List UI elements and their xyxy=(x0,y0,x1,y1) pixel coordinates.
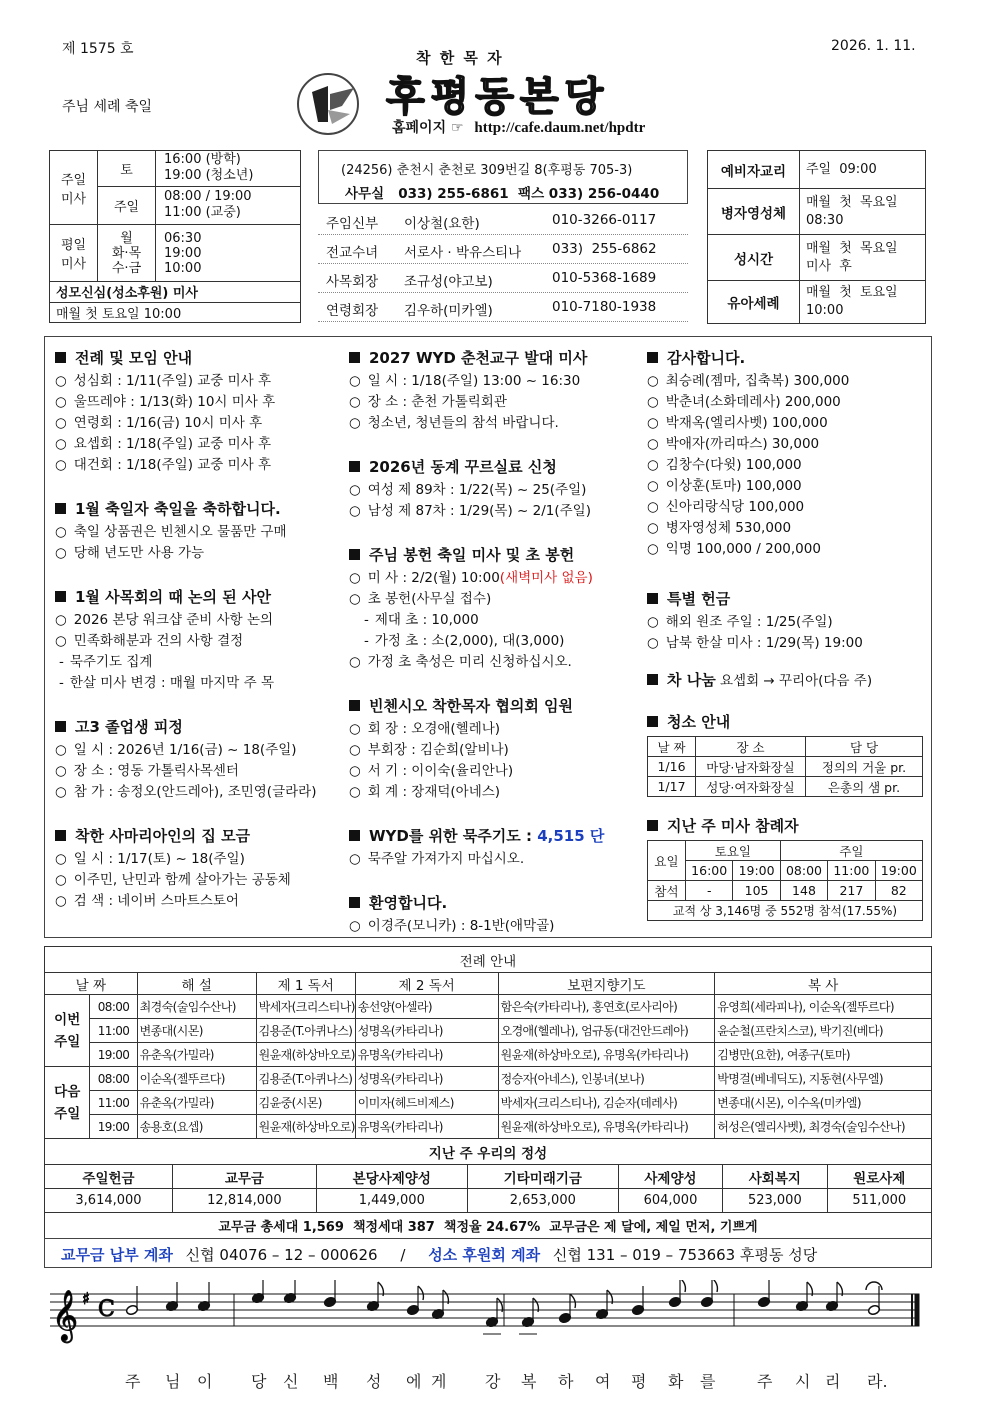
liturgy-time: 11:00 xyxy=(90,1091,137,1115)
notice-item-text: 장 소 : 영동 가톨릭사목센터 xyxy=(73,763,239,779)
issue-number: 제 1575 호 xyxy=(62,41,134,57)
note-flag xyxy=(418,1286,423,1300)
offering-value: 2,653,000 xyxy=(467,1189,618,1213)
thanks-item: ○ 박애자(까리따스) 30,000 xyxy=(647,434,927,455)
sacrament-value: 매월 첫 목요일 08:30 xyxy=(800,189,926,235)
offering-header: 사제양성 xyxy=(618,1165,722,1189)
lyric-syllable: 화 xyxy=(668,1372,684,1390)
notice-item-text: 일 시 : 2026년 1/16(금) ~ 18(주일) xyxy=(73,742,297,758)
special-offering-title: 특별 헌금 xyxy=(667,590,731,608)
notice-item-text: 여성 제 89차 : 1/22(목) ~ 25(주일) xyxy=(367,482,587,498)
notice-item-text: 미 사 : 2/2(월) 10:00 xyxy=(367,570,500,586)
homepage-url[interactable]: http://cafe.daum.net/hpdtr xyxy=(474,120,646,136)
notice-item xyxy=(55,631,340,652)
notice-title: 착한 사마리아인의 집 모금 xyxy=(75,827,251,845)
lyric-syllable: 주 xyxy=(757,1372,773,1390)
notice-section xyxy=(55,825,340,912)
sunday-times: 08:00 / 19:00 11:00 (교중) xyxy=(156,186,301,225)
vocation-account-number: 신협 131 – 019 – 753663 후평동 성당 xyxy=(552,1246,818,1264)
attendance-summary: 교적 상 3,146명 중 552명 참석(17.55%) xyxy=(648,901,923,921)
staff-contact-row xyxy=(318,264,688,293)
staff-contact-row xyxy=(318,206,688,235)
liturgy-week-label: 이번 주일 xyxy=(45,995,90,1067)
attendance-sunday: 주일 xyxy=(780,841,922,861)
special-offering-item: ○ 해외 원조 주일 : 1/25(주일) xyxy=(647,612,927,633)
notice-item-text: 2026 본당 워크샵 준비 사항 논의 xyxy=(73,612,274,628)
notice-section xyxy=(349,544,639,673)
notice-item xyxy=(349,480,639,501)
lyric-syllable: 라. xyxy=(867,1372,888,1390)
notice-item-text: 일 시 : 1/18(주일) 13:00 ~ 16:30 xyxy=(367,373,581,389)
notice-item-text: 회 장 : 오경애(헬레나) xyxy=(367,721,501,737)
attendance-label: 참석 xyxy=(648,881,686,901)
attendance-title: 지난 주 미사 참례자 xyxy=(667,817,799,835)
liturgy-cell: 김병만(요한), 여종구(토마) xyxy=(715,1043,932,1067)
liturgy-title: 전례 안내 xyxy=(45,947,932,973)
notice-item-text: 이경주(모니카) : 8-1반(애막골) xyxy=(367,918,555,934)
thanks-item: ○ 병자영성체 530,000 xyxy=(647,518,927,539)
staff-name: 김우하(미카엘) xyxy=(404,303,493,319)
offering-header: 주일헌금 xyxy=(45,1165,173,1189)
notice-section xyxy=(349,695,639,803)
notice-section xyxy=(349,825,639,870)
notice-item xyxy=(55,434,340,455)
liturgy-cell: 원윤재(하상바오로) xyxy=(256,1115,355,1139)
notice-item xyxy=(55,891,340,912)
cleaning-header: 날 짜 xyxy=(648,737,696,757)
offering-value: 511,000 xyxy=(827,1189,931,1213)
liturgy-header: 날 짜 xyxy=(45,973,138,995)
final-bar xyxy=(915,1294,919,1326)
notice-item xyxy=(55,870,340,891)
liturgy-header: 보편지향기도 xyxy=(498,973,715,995)
staff-contact-row xyxy=(318,293,688,322)
liturgy-time: 19:00 xyxy=(90,1115,137,1139)
notice-item xyxy=(55,849,340,870)
sacrament-label: 성시간 xyxy=(708,235,800,281)
notice-title: WYD를 위한 묵주기도 : xyxy=(369,827,538,845)
liturgy-cell: 유명옥(카타리나) xyxy=(355,1115,498,1139)
attendance-day-label: 요일 xyxy=(648,841,686,881)
lyric-syllable: 이 xyxy=(197,1372,213,1390)
sacrament-label: 병자영성체 xyxy=(708,189,800,235)
notice-board xyxy=(44,336,932,938)
note-flag xyxy=(680,1280,685,1292)
notice-title: 2026년 동계 꾸르실료 신청 xyxy=(369,458,557,476)
liturgy-header: 제 1 독서 xyxy=(256,973,355,995)
staff-role: 주임신부 xyxy=(326,216,379,232)
notice-item-text: 당해 년도만 사용 가능 xyxy=(73,545,205,561)
notice-item xyxy=(55,610,340,631)
notice-item-text: 대건회 : 1/18(주일) 교중 미사 후 xyxy=(73,457,272,473)
notice-item-text: 부회장 : 김순희(알비나) xyxy=(367,742,509,758)
liturgy-cell: 박세자(크리스티나) xyxy=(256,995,355,1019)
liturgy-cell: 송용호(요셉) xyxy=(137,1115,256,1139)
liturgy-row xyxy=(45,1067,932,1091)
staff-role: 전교수녀 xyxy=(326,245,379,261)
issue-date: 2026. 1. 11. xyxy=(831,38,916,54)
cleaning-cell: 1/16 xyxy=(648,757,696,777)
offering-title: 지난 주 우리의 정성 xyxy=(45,1139,932,1165)
notice-item-text: 이주민, 난민과 함께 살아가는 공동체 xyxy=(73,872,291,888)
offering-header: 기타미래기금 xyxy=(467,1165,618,1189)
mass-times-table xyxy=(49,150,301,323)
staff-phone: 033) 255-6862 xyxy=(552,241,657,257)
liturgy-cell: 성명옥(카타리나) xyxy=(355,1067,498,1091)
notice-item-text: 가정 초 : 소(2,000), 대(3,000) xyxy=(374,633,565,649)
sunday-label: 주일 xyxy=(98,186,156,225)
notice-item xyxy=(349,652,639,673)
parish-title: 후평동본당 xyxy=(386,73,610,120)
thanks-title: 감사합니다. xyxy=(667,349,746,367)
attendance-time: 16:00 xyxy=(686,861,733,881)
homepage-label: 홈페이지 ☞ xyxy=(392,120,464,136)
notice-item xyxy=(349,849,639,870)
liturgy-cell: 원윤재(하상바오로), 유명옥(카타리나) xyxy=(498,1043,715,1067)
notice-item xyxy=(349,501,639,522)
vocation-account-label: 성소 후원회 계좌 xyxy=(428,1246,541,1264)
staff-phone: 010-7180-1938 xyxy=(552,299,657,315)
notice-column-3 xyxy=(647,347,927,921)
notice-item-text: 장 소 : 춘천 가톨릭회관 xyxy=(367,394,507,410)
notice-item-text: 묵주알 가져가지 마십시오. xyxy=(367,851,525,867)
notice-item xyxy=(55,652,340,673)
liturgy-cell: 유명옥(카타리나) xyxy=(355,1043,498,1067)
sacrament-value: 주일 09:00 xyxy=(800,151,926,189)
cleaning-table xyxy=(647,736,923,797)
thanks-item: ○ 익명 100,000 / 200,000 xyxy=(647,539,927,560)
notice-item xyxy=(349,610,639,631)
attendance-table xyxy=(647,840,923,921)
staff-phone: 010-3266-0117 xyxy=(552,212,657,228)
liturgy-cell: 유춘옥(가밀라) xyxy=(137,1091,256,1115)
notice-item-text: 청소년, 청년들의 참석 바랍니다. xyxy=(367,415,559,431)
thanks-item: ○ 박춘녀(소화데레사) 200,000 xyxy=(647,392,927,413)
attendance-saturday: 토요일 xyxy=(686,841,781,861)
cleaning-header: 장 소 xyxy=(696,737,806,757)
sunday-name: 주님 세례 축일 xyxy=(62,99,153,115)
rosary-count: 4,515 단 xyxy=(537,827,605,845)
thanks-item: ○ 최승례(젬마, 집축복) 300,000 xyxy=(647,371,927,392)
bank-accounts xyxy=(44,1238,932,1268)
lyric-syllable: 님 xyxy=(165,1372,181,1390)
tithe-account-label: 교무금 납부 계좌 xyxy=(61,1246,173,1264)
lyric-syllable: 에 xyxy=(406,1372,422,1390)
notice-title: 2027 WYD 춘천교구 발대 미사 xyxy=(369,349,588,367)
liturgy-header: 해 설 xyxy=(137,973,256,995)
notice-item xyxy=(55,543,340,564)
sacred-heart-mass-time: 매월 첫 토요일 10:00 xyxy=(50,302,301,322)
liturgy-cell: 박명걸(베네딕도), 지동현(사무엘) xyxy=(715,1067,932,1091)
saturday-times: 16:00 (방학) 19:00 (청소년) xyxy=(156,151,301,187)
liturgy-cell: 최경숙(술임수산나) xyxy=(137,995,256,1019)
notice-item xyxy=(349,413,639,434)
attendance-time: 19:00 xyxy=(875,861,922,881)
notice-section xyxy=(349,456,639,522)
notice-title: 빈첸시오 착한목자 협의회 임원 xyxy=(369,697,574,715)
account-separator: / xyxy=(400,1246,406,1264)
notice-item-text: 축일 상품권은 빈첸시오 물품만 구매 xyxy=(73,524,287,540)
offering-value: 12,814,000 xyxy=(173,1189,317,1213)
liturgy-time: 08:00 xyxy=(90,995,137,1019)
lyric-syllable: 주 xyxy=(125,1372,141,1390)
attendance-count: - xyxy=(686,881,733,901)
liturgy-row xyxy=(45,1019,932,1043)
notice-item-warning: (새벽미사 없음) xyxy=(499,570,593,586)
attendance-count: 217 xyxy=(828,881,875,901)
notice-item xyxy=(349,589,639,610)
special-offering-section xyxy=(647,588,927,669)
notice-item-text: 민족화해분과 건의 사항 결정 xyxy=(73,633,244,649)
sunday-mass-label: 주일 미사 xyxy=(50,151,98,225)
offering-header: 본당사제양성 xyxy=(316,1165,467,1189)
notice-item xyxy=(349,631,639,652)
cleaning-cell: 성당·여자화장실 xyxy=(696,777,806,797)
staff-contact-row xyxy=(318,235,688,264)
staff-phone: 010-5368-1689 xyxy=(552,270,657,286)
staff-contact-list xyxy=(318,206,688,322)
lyric-syllable: 평 xyxy=(631,1372,647,1390)
cleaning-cell: 정의의 거울 pr. xyxy=(806,757,923,777)
notice-item xyxy=(349,719,639,740)
lyric-syllable: 리 xyxy=(825,1372,841,1390)
notice-item-text: 한살 미사 변경 : 매월 마지막 주 목 xyxy=(69,675,274,691)
staff-name: 이상철(요한) xyxy=(404,216,480,232)
liturgy-row xyxy=(45,1091,932,1115)
notice-title: 1월 축일자 축일을 축하합니다. xyxy=(75,500,281,518)
lyric-syllable: 신 xyxy=(283,1372,299,1390)
notice-title: 전례 및 모임 안내 xyxy=(75,349,193,367)
music-score xyxy=(46,1280,926,1390)
liturgy-week-label: 다음 주일 xyxy=(45,1067,90,1139)
offering-value: 1,449,000 xyxy=(316,1189,467,1213)
liturgy-header: 제 2 독서 xyxy=(355,973,498,995)
cleaning-cell: 마당·남자화장실 xyxy=(696,757,806,777)
notice-column-2 xyxy=(349,347,639,937)
cleaning-section xyxy=(647,711,927,815)
lyric-syllable: 하 xyxy=(558,1372,574,1390)
notice-item xyxy=(349,916,639,937)
notice-item-text: 가정 초 축성은 미리 신청하십시오. xyxy=(367,654,572,670)
tea-sharing-title: 차 나눔 xyxy=(667,671,716,689)
lyric-syllable: 여 xyxy=(595,1372,611,1390)
liturgy-cell: 유영희(세라피나), 이순옥(젤뚜르다) xyxy=(715,995,932,1019)
liturgy-time: 19:00 xyxy=(90,1043,137,1067)
notice-item xyxy=(55,740,340,761)
liturgy-time: 11:00 xyxy=(90,1019,137,1043)
notice-item xyxy=(349,568,639,589)
tea-sharing-text: 요셉회 → 꾸리아(다음 주) xyxy=(715,673,873,689)
staff-role: 사목회장 xyxy=(326,274,379,290)
liturgy-cell: 허성은(엘리사벳), 최경숙(술임수산나) xyxy=(715,1115,932,1139)
liturgy-cell: 이순옥(젤뚜르다) xyxy=(137,1067,256,1091)
cleaning-cell: 은총의 샘 pr. xyxy=(806,777,923,797)
special-offering-item: ○ 남북 한살 미사 : 1/29(목) 19:00 xyxy=(647,633,927,654)
offering-value: 604,000 xyxy=(618,1189,722,1213)
attendance-section xyxy=(647,815,927,921)
liturgy-cell: 이미자(헤드비제스) xyxy=(355,1091,498,1115)
sacrament-label: 예비자교리 xyxy=(708,151,800,189)
key-signature: ♯ xyxy=(82,1289,90,1308)
lyric-syllable: 를 xyxy=(700,1372,716,1390)
office-phone: 사무실 033) 255-6861 팩스 033) 256-0440 xyxy=(345,186,660,202)
liturgy-cell: 변종대(시몬), 이수옥(미카엘) xyxy=(715,1091,932,1115)
notice-item xyxy=(55,761,340,782)
liturgy-cell: 원윤재(하상바오로), 유명옥(카타리나) xyxy=(498,1115,715,1139)
notice-section xyxy=(349,892,639,937)
offering-header: 사회복지 xyxy=(723,1165,827,1189)
notice-item-text: 회 계 : 장재덕(아네스) xyxy=(367,784,501,800)
offering-table xyxy=(44,1138,932,1239)
sacred-heart-mass-label: 성모신심(성소후원) 미사 xyxy=(50,282,301,302)
notice-item-text: 참 가 : 송정오(안드레아), 조민영(글라라) xyxy=(73,784,317,800)
notice-column-1 xyxy=(55,347,340,912)
liturgy-row xyxy=(45,1115,932,1139)
notice-title: 1월 사목회의 때 논의 된 사안 xyxy=(75,588,271,606)
sacrament-label: 유아세례 xyxy=(708,281,800,324)
saturday-label: 토 xyxy=(98,151,156,187)
attendance-time: 08:00 xyxy=(780,861,827,881)
notice-section xyxy=(55,716,340,803)
liturgy-row xyxy=(45,995,932,1019)
notice-item xyxy=(55,413,340,434)
liturgy-table xyxy=(44,946,932,1139)
offering-value: 3,614,000 xyxy=(45,1189,173,1213)
note-flag xyxy=(712,1280,717,1292)
staff-role: 연령회장 xyxy=(326,303,379,319)
notice-title: 환영합니다. xyxy=(369,894,448,912)
liturgy-cell: 김용준(T.아퀴나스) xyxy=(256,1019,355,1043)
notice-item xyxy=(349,371,639,392)
cleaning-cell: 1/17 xyxy=(648,777,696,797)
liturgy-cell: 변종대(시몬) xyxy=(137,1019,256,1043)
notice-item xyxy=(55,673,340,694)
notice-item-text: 제대 초 : 10,000 xyxy=(374,612,479,628)
notice-item-text: 연령회 : 1/16(금) 10시 미사 후 xyxy=(73,415,263,431)
weekday-days: 월 화·목 수·금 xyxy=(98,225,156,282)
liturgy-cell: 함은숙(카타리나), 홍연호(로사리아) xyxy=(498,995,715,1019)
cleaning-title: 청소 안내 xyxy=(667,713,731,731)
notice-item xyxy=(349,782,639,803)
lyric-syllable: 시 xyxy=(795,1372,811,1390)
sacraments-table xyxy=(707,150,926,324)
notice-title: 고3 졸업생 피정 xyxy=(75,718,183,736)
notice-item-text: 서 기 : 이이숙(율리안나) xyxy=(367,763,514,779)
liturgy-cell: 오경애(헬레나), 엄규동(대건안드레아) xyxy=(498,1019,715,1043)
notice-item xyxy=(55,392,340,413)
final-bar xyxy=(912,1294,913,1326)
attendance-count: 82 xyxy=(875,881,922,901)
attendance-time: 19:00 xyxy=(733,861,780,881)
notice-item xyxy=(349,392,639,413)
lyric-syllable: 강 xyxy=(485,1372,501,1390)
liturgy-cell: 김용준(T.아퀴나스) xyxy=(256,1067,355,1091)
lyric-syllable: 게 xyxy=(431,1372,447,1390)
thanks-section xyxy=(647,347,927,588)
liturgy-cell: 유춘옥(가밀라) xyxy=(137,1043,256,1067)
notice-item-text: 성심회 : 1/11(주일) 교중 미사 후 xyxy=(73,373,272,389)
note-flag xyxy=(570,1294,575,1308)
notice-item xyxy=(349,761,639,782)
liturgy-cell: 김윤중(시몬) xyxy=(256,1091,355,1115)
attendance-time: 11:00 xyxy=(828,861,875,881)
notice-item-text: 검 색 : 네이버 스마트스토어 xyxy=(73,893,239,909)
liturgy-cell: 정승자(아네스), 인봉녀(보나) xyxy=(498,1067,715,1091)
attendance-count: 148 xyxy=(780,881,827,901)
liturgy-cell: 원윤재(하상바오로) xyxy=(256,1043,355,1067)
time-signature: C xyxy=(98,1297,115,1322)
notice-item xyxy=(349,740,639,761)
staff-name: 서로사 · 박유스티나 xyxy=(404,245,522,261)
liturgy-header: 복 사 xyxy=(715,973,932,995)
notice-section xyxy=(55,498,340,564)
treble-clef: 𝄞 xyxy=(52,1290,79,1341)
liturgy-cell: 박세자(크리스티나), 김순자(데레사) xyxy=(498,1091,715,1115)
thanks-item: ○ 신아리랑식당 100,000 xyxy=(647,497,927,518)
homepage-line xyxy=(392,117,645,137)
sacrament-value: 매월 첫 토요일 10:00 xyxy=(800,281,926,324)
notice-item xyxy=(55,455,340,476)
staff-name: 조규성(야고보) xyxy=(404,274,493,290)
notice-section xyxy=(349,347,639,434)
notice-item xyxy=(55,522,340,543)
notice-title: 주님 봉헌 축일 미사 및 초 봉헌 xyxy=(369,546,575,564)
offering-summary: 교무금 총세대 1,569 책정세대 387 책정율 24.67% 교무금은 제 달에, 제일 먼저, 기쁘게 xyxy=(45,1213,932,1239)
weekday-mass-label: 평일 미사 xyxy=(50,225,98,282)
attendance-count: 105 xyxy=(733,881,780,901)
offering-header: 교무금 xyxy=(173,1165,317,1189)
offering-header: 원로사제 xyxy=(827,1165,931,1189)
liturgy-time: 08:00 xyxy=(90,1067,137,1091)
liturgy-row xyxy=(45,1043,932,1067)
address-box xyxy=(318,150,688,204)
lyric-syllable: 백 xyxy=(323,1372,339,1390)
liturgy-cell: 송선양(아셀라) xyxy=(355,995,498,1019)
lyric-syllable: 성 xyxy=(366,1372,382,1390)
notice-item xyxy=(55,371,340,392)
liturgy-cell: 윤순철(프란치스코), 박기진(베다) xyxy=(715,1019,932,1043)
parish-address: (24256) 춘천시 춘천로 309번길 8(후평동 705-3) xyxy=(341,163,633,178)
lyric-syllable: 복 xyxy=(521,1372,537,1390)
notice-item-text: 남성 제 87차 : 1/29(목) ~ 2/1(주일) xyxy=(367,503,591,519)
thanks-item: ○ 이상훈(토마) 100,000 xyxy=(647,476,927,497)
offering-value: 523,000 xyxy=(723,1189,827,1213)
thanks-item: ○ 김창수(다윗) 100,000 xyxy=(647,455,927,476)
notice-section xyxy=(55,347,340,476)
sacrament-value: 매월 첫 목요일 미사 후 xyxy=(800,235,926,281)
notice-item-text: 요셉회 : 1/18(주일) 교중 미사 후 xyxy=(73,436,272,452)
lyric-syllable: 당 xyxy=(251,1372,267,1390)
weekday-times: 06:30 19:00 10:00 xyxy=(156,225,301,282)
notice-item-text: 초 봉헌(사무실 접수) xyxy=(367,591,492,607)
parish-logo xyxy=(292,70,372,142)
thanks-item: ○ 박재옥(엘리사벳) 100,000 xyxy=(647,413,927,434)
liturgy-cell: 성명옥(카타리나) xyxy=(355,1019,498,1043)
cleaning-header: 담 당 xyxy=(806,737,923,757)
notice-item-text: 일 시 : 1/17(토) ~ 18(주일) xyxy=(73,851,245,867)
notice-section xyxy=(55,586,340,694)
tea-sharing-section xyxy=(647,669,927,711)
parish-motto: 착 한 목 자 xyxy=(416,49,504,67)
notice-item-text: 울뜨레야 : 1/13(화) 10시 미사 후 xyxy=(73,394,276,410)
notice-item xyxy=(55,782,340,803)
tithe-account-number: 신협 04076 – 12 – 000626 xyxy=(185,1246,378,1264)
notice-item-text: 묵주기도 집계 xyxy=(69,654,153,670)
